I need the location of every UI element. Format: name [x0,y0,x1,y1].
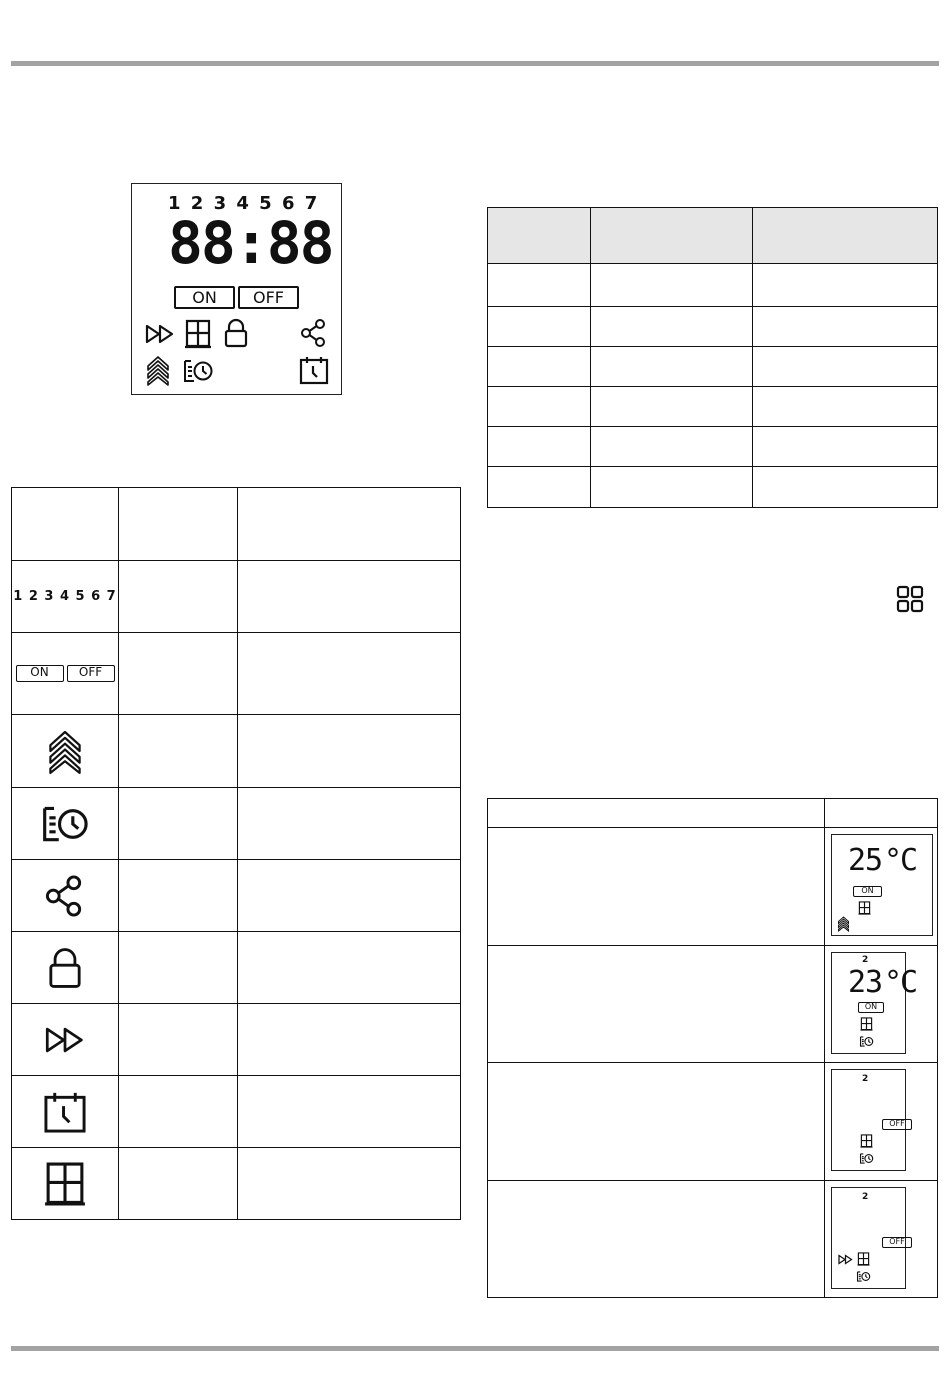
table-row [12,715,461,788]
table-header-row [488,799,938,828]
table-row [12,1076,461,1148]
header-cell [591,208,753,264]
top-rule [11,61,939,66]
example-description [488,946,825,1063]
off-label: OFF [67,665,115,682]
row-name [119,860,238,932]
eco-clock-icon [182,359,214,383]
lcd-days: 1 2 3 4 5 6 7 [168,193,320,214]
eco-clock-icon [859,1036,874,1047]
example-state: ON [853,886,882,897]
example-day: 2 [862,955,871,965]
table-row [12,788,461,860]
calendar-clock-icon [43,1090,87,1134]
example-state: OFF [882,1119,912,1130]
table-header-row [12,488,461,561]
table-row [12,1148,461,1220]
row-name [119,1148,238,1220]
bottom-rule [11,1346,939,1351]
lock-icon [224,318,248,348]
header-cell [753,208,938,264]
lock-icon [48,946,82,990]
window-icon [857,1252,870,1266]
table-row [12,633,461,715]
window-icon [858,901,871,915]
fast-forward-icon [43,1025,87,1055]
eco-clock-icon [859,1153,874,1164]
display-examples-table [487,798,938,1298]
window-icon [860,1134,873,1148]
lcd-off-label: OFF [238,286,299,309]
example-display [831,952,917,1054]
example-unit: °C [884,843,917,878]
table-row [12,932,461,1004]
fast-forward-icon [145,323,175,345]
example-state: ON [858,1002,884,1013]
example-description [488,1063,825,1181]
header-cell [12,488,119,561]
example-state: OFF [882,1237,912,1248]
row-description [238,860,461,932]
example-unit: °C [884,965,917,1000]
eco-clock-icon [856,1271,871,1282]
table-row [488,347,938,387]
row-description [238,932,461,1004]
example-display [831,834,933,936]
lcd-on-label: ON [174,286,235,309]
calendar-clock-icon [299,355,329,385]
icon-legend-table [11,487,461,1220]
comfort-chevrons-icon [837,915,850,932]
row-name [119,932,238,1004]
table-row [12,1004,461,1076]
on-off-indicator [12,665,118,682]
row-name [119,1076,238,1148]
row-description [238,1076,461,1148]
table-row [12,561,461,633]
days-indicator: 1 2 3 4 5 6 7 [13,589,117,604]
header-cell [825,799,938,828]
table-row [488,307,938,347]
table-header-row [488,208,938,264]
comfort-chevrons-icon [145,354,171,386]
table-row [488,264,938,307]
table-row [12,860,461,932]
window-icon [184,319,212,349]
table-row [488,467,938,508]
settings-table [487,207,938,508]
row-description [238,633,461,715]
table-row [488,946,938,1063]
example-day: 2 [862,1192,871,1202]
table-row [488,1063,938,1181]
window-icon [860,1017,873,1031]
example-day: 2 [862,1074,871,1084]
row-description [238,1148,461,1220]
table-row [488,387,938,427]
row-name [119,561,238,633]
eco-clock-icon [40,805,90,843]
row-description [238,1004,461,1076]
fast-forward-icon [838,1254,853,1265]
example-description [488,1181,825,1298]
table-row [488,427,938,467]
row-name [119,715,238,788]
on-label: ON [16,665,64,682]
row-description [238,788,461,860]
comfort-chevrons-icon [46,726,84,776]
header-cell [238,488,461,561]
example-temp: 25 [848,843,883,878]
example-description [488,828,825,946]
row-name [119,1004,238,1076]
lcd-time: 88:88 [168,209,333,277]
window-icon [43,1161,87,1207]
row-description [238,715,461,788]
header-cell [488,799,825,828]
four-squares-icon [896,585,924,613]
row-name [119,633,238,715]
header-cell [119,488,238,561]
row-description [238,561,461,633]
table-row [488,828,938,946]
example-display [831,1069,906,1171]
header-cell [488,208,591,264]
lcd-display-diagram [131,183,342,395]
share-icon [300,318,328,348]
share-icon [44,874,86,918]
example-display [831,1187,906,1289]
example-temp: 23 [848,965,883,1000]
row-name [119,788,238,860]
table-row [488,1181,938,1298]
